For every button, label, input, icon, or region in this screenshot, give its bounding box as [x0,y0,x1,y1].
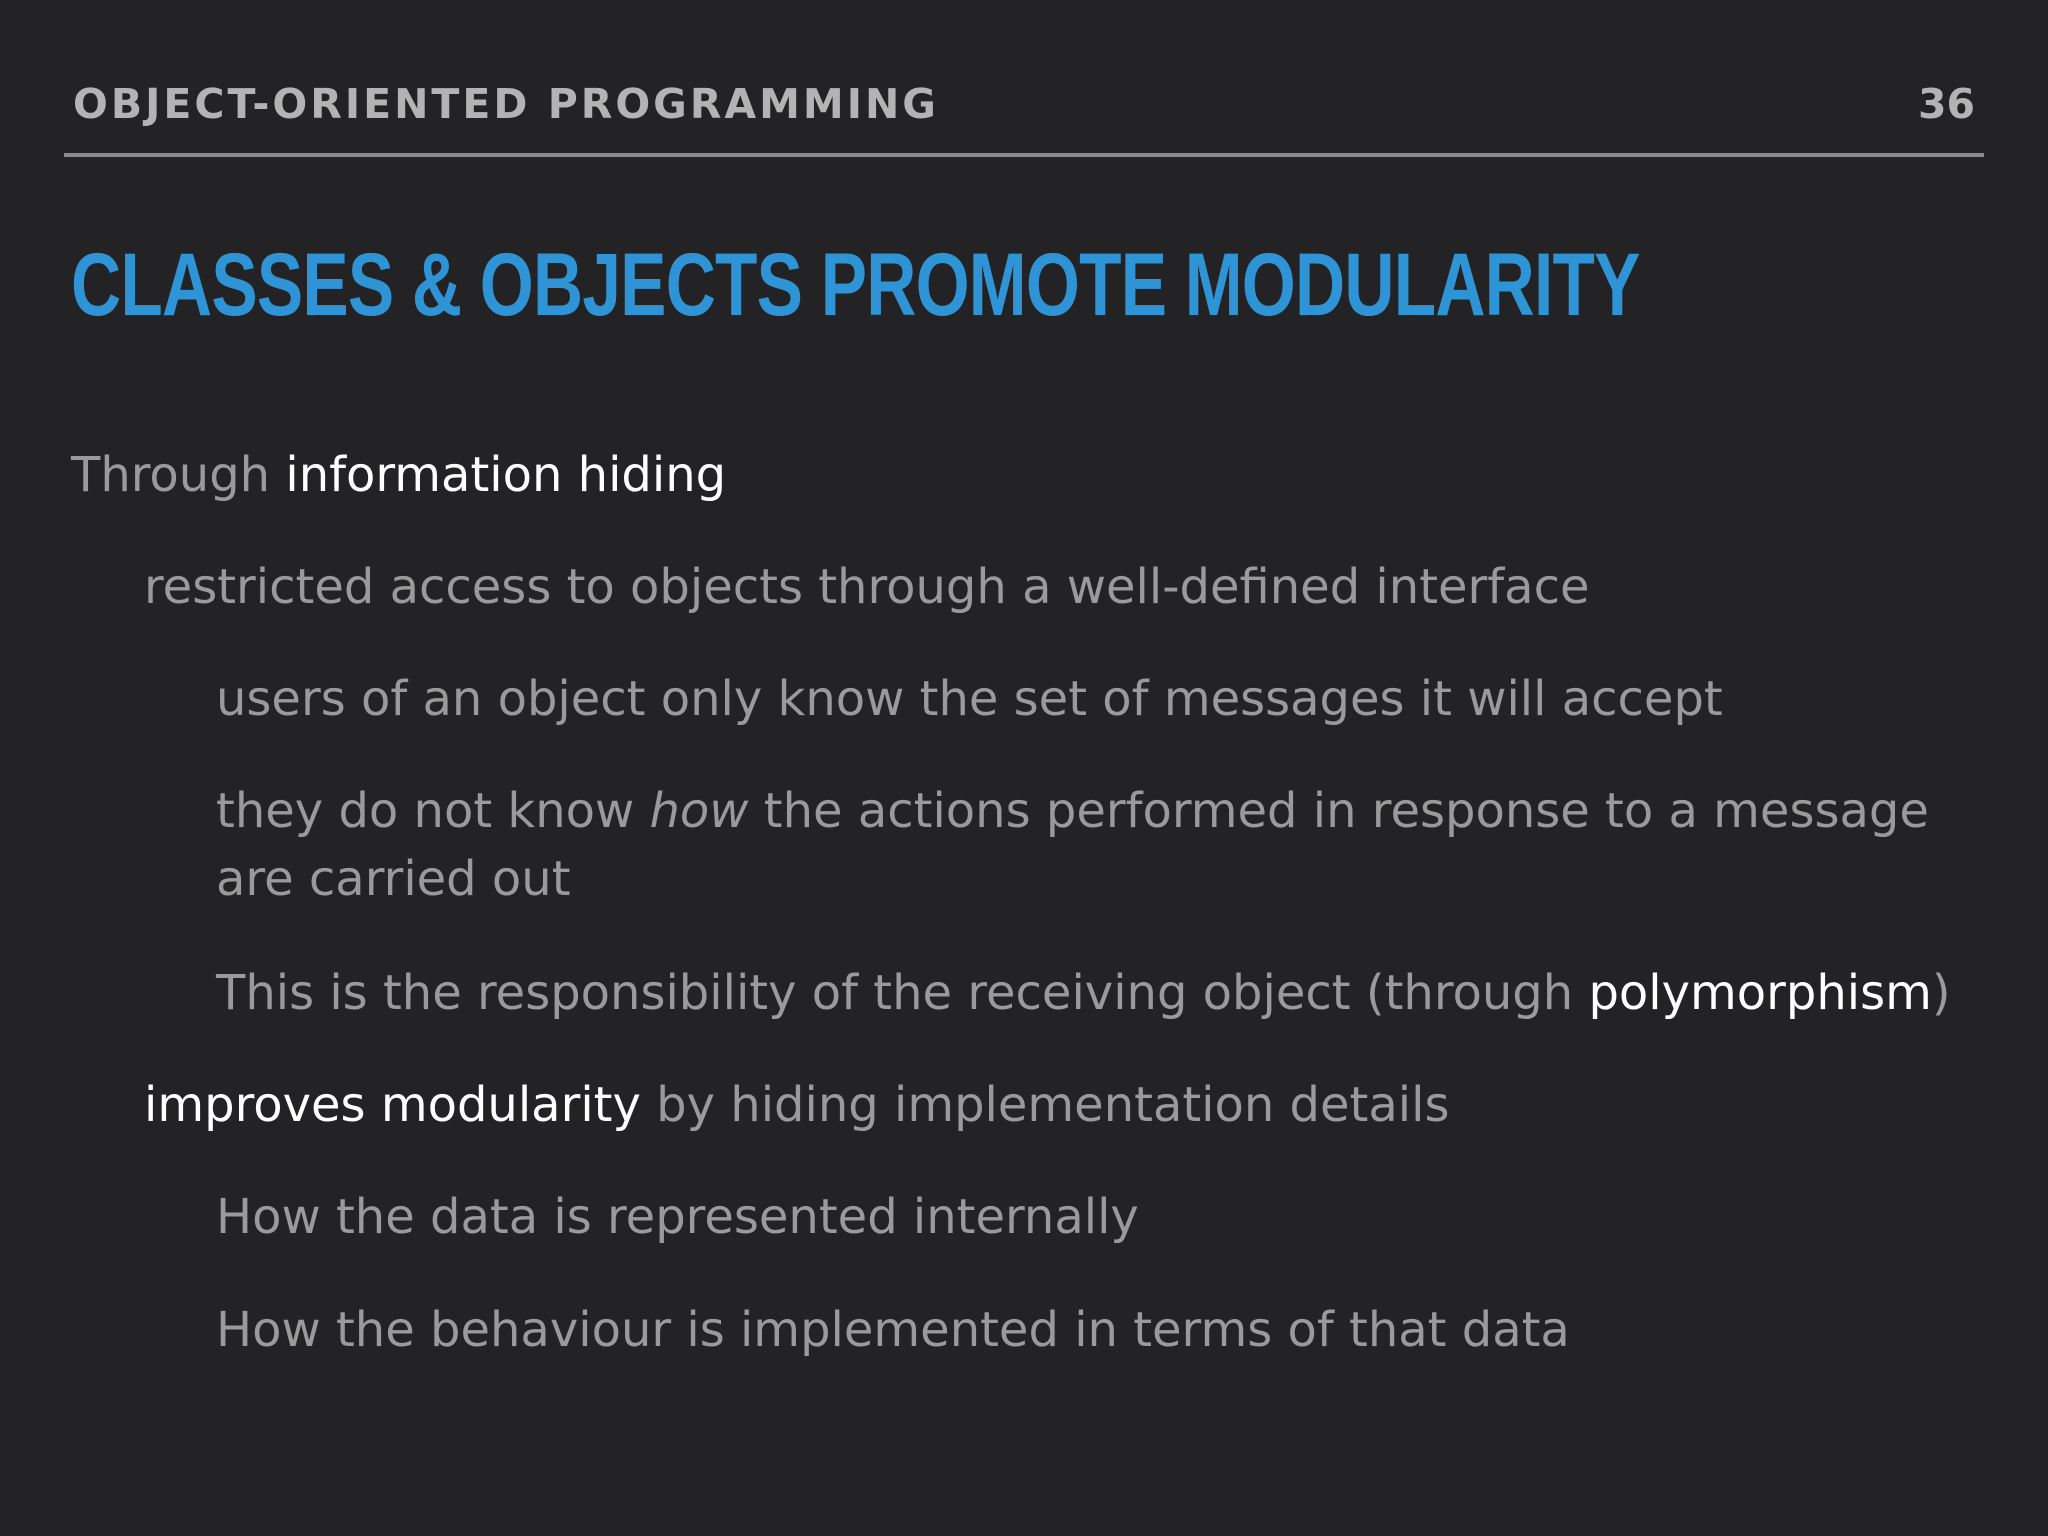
bullet-do-not-know-how-continued: are carried out [216,851,571,907]
highlight-information-hiding: information hiding [285,447,727,503]
bullet-prefix: Through [71,447,286,503]
bullet-data-representation: How the data is represented internally [216,1189,1139,1245]
bullet-do-not-know-how [216,777,1929,845]
bullet-suffix: by hiding implementation details [640,1077,1450,1133]
course-header: OBJECT-ORIENTED PROGRAMMING [73,80,939,128]
bullet-prefix: they do not know [216,783,650,839]
bullet-behaviour-implementation: How the behaviour is implemented in terms of that data [216,1302,1570,1358]
bullet-prefix: This is the responsibility of the receiving object (through [216,965,1589,1021]
slide-title: CLASSES & OBJECTS PROMOTE MODULARITY [71,234,1640,334]
bullet-receiving-object [216,959,1951,1027]
page-number: 36 [1917,80,1975,128]
header-divider [64,153,1984,157]
emphasis-how: how [649,783,749,839]
bullet-information-hiding [71,441,726,509]
bullet-improves-modularity [144,1071,1449,1139]
highlight-improves-modularity: improves modularity [144,1077,641,1133]
bullet-restricted-access: restricted access to objects through a well-defined interface [144,559,1590,615]
bullet-suffix: the actions performed in response to a message [748,783,1929,839]
highlight-polymorphism: polymorphism [1588,965,1932,1021]
bullet-suffix: ) [1931,965,1951,1021]
bullet-users-know-messages: users of an object only know the set of messages it will accept [216,671,1723,727]
